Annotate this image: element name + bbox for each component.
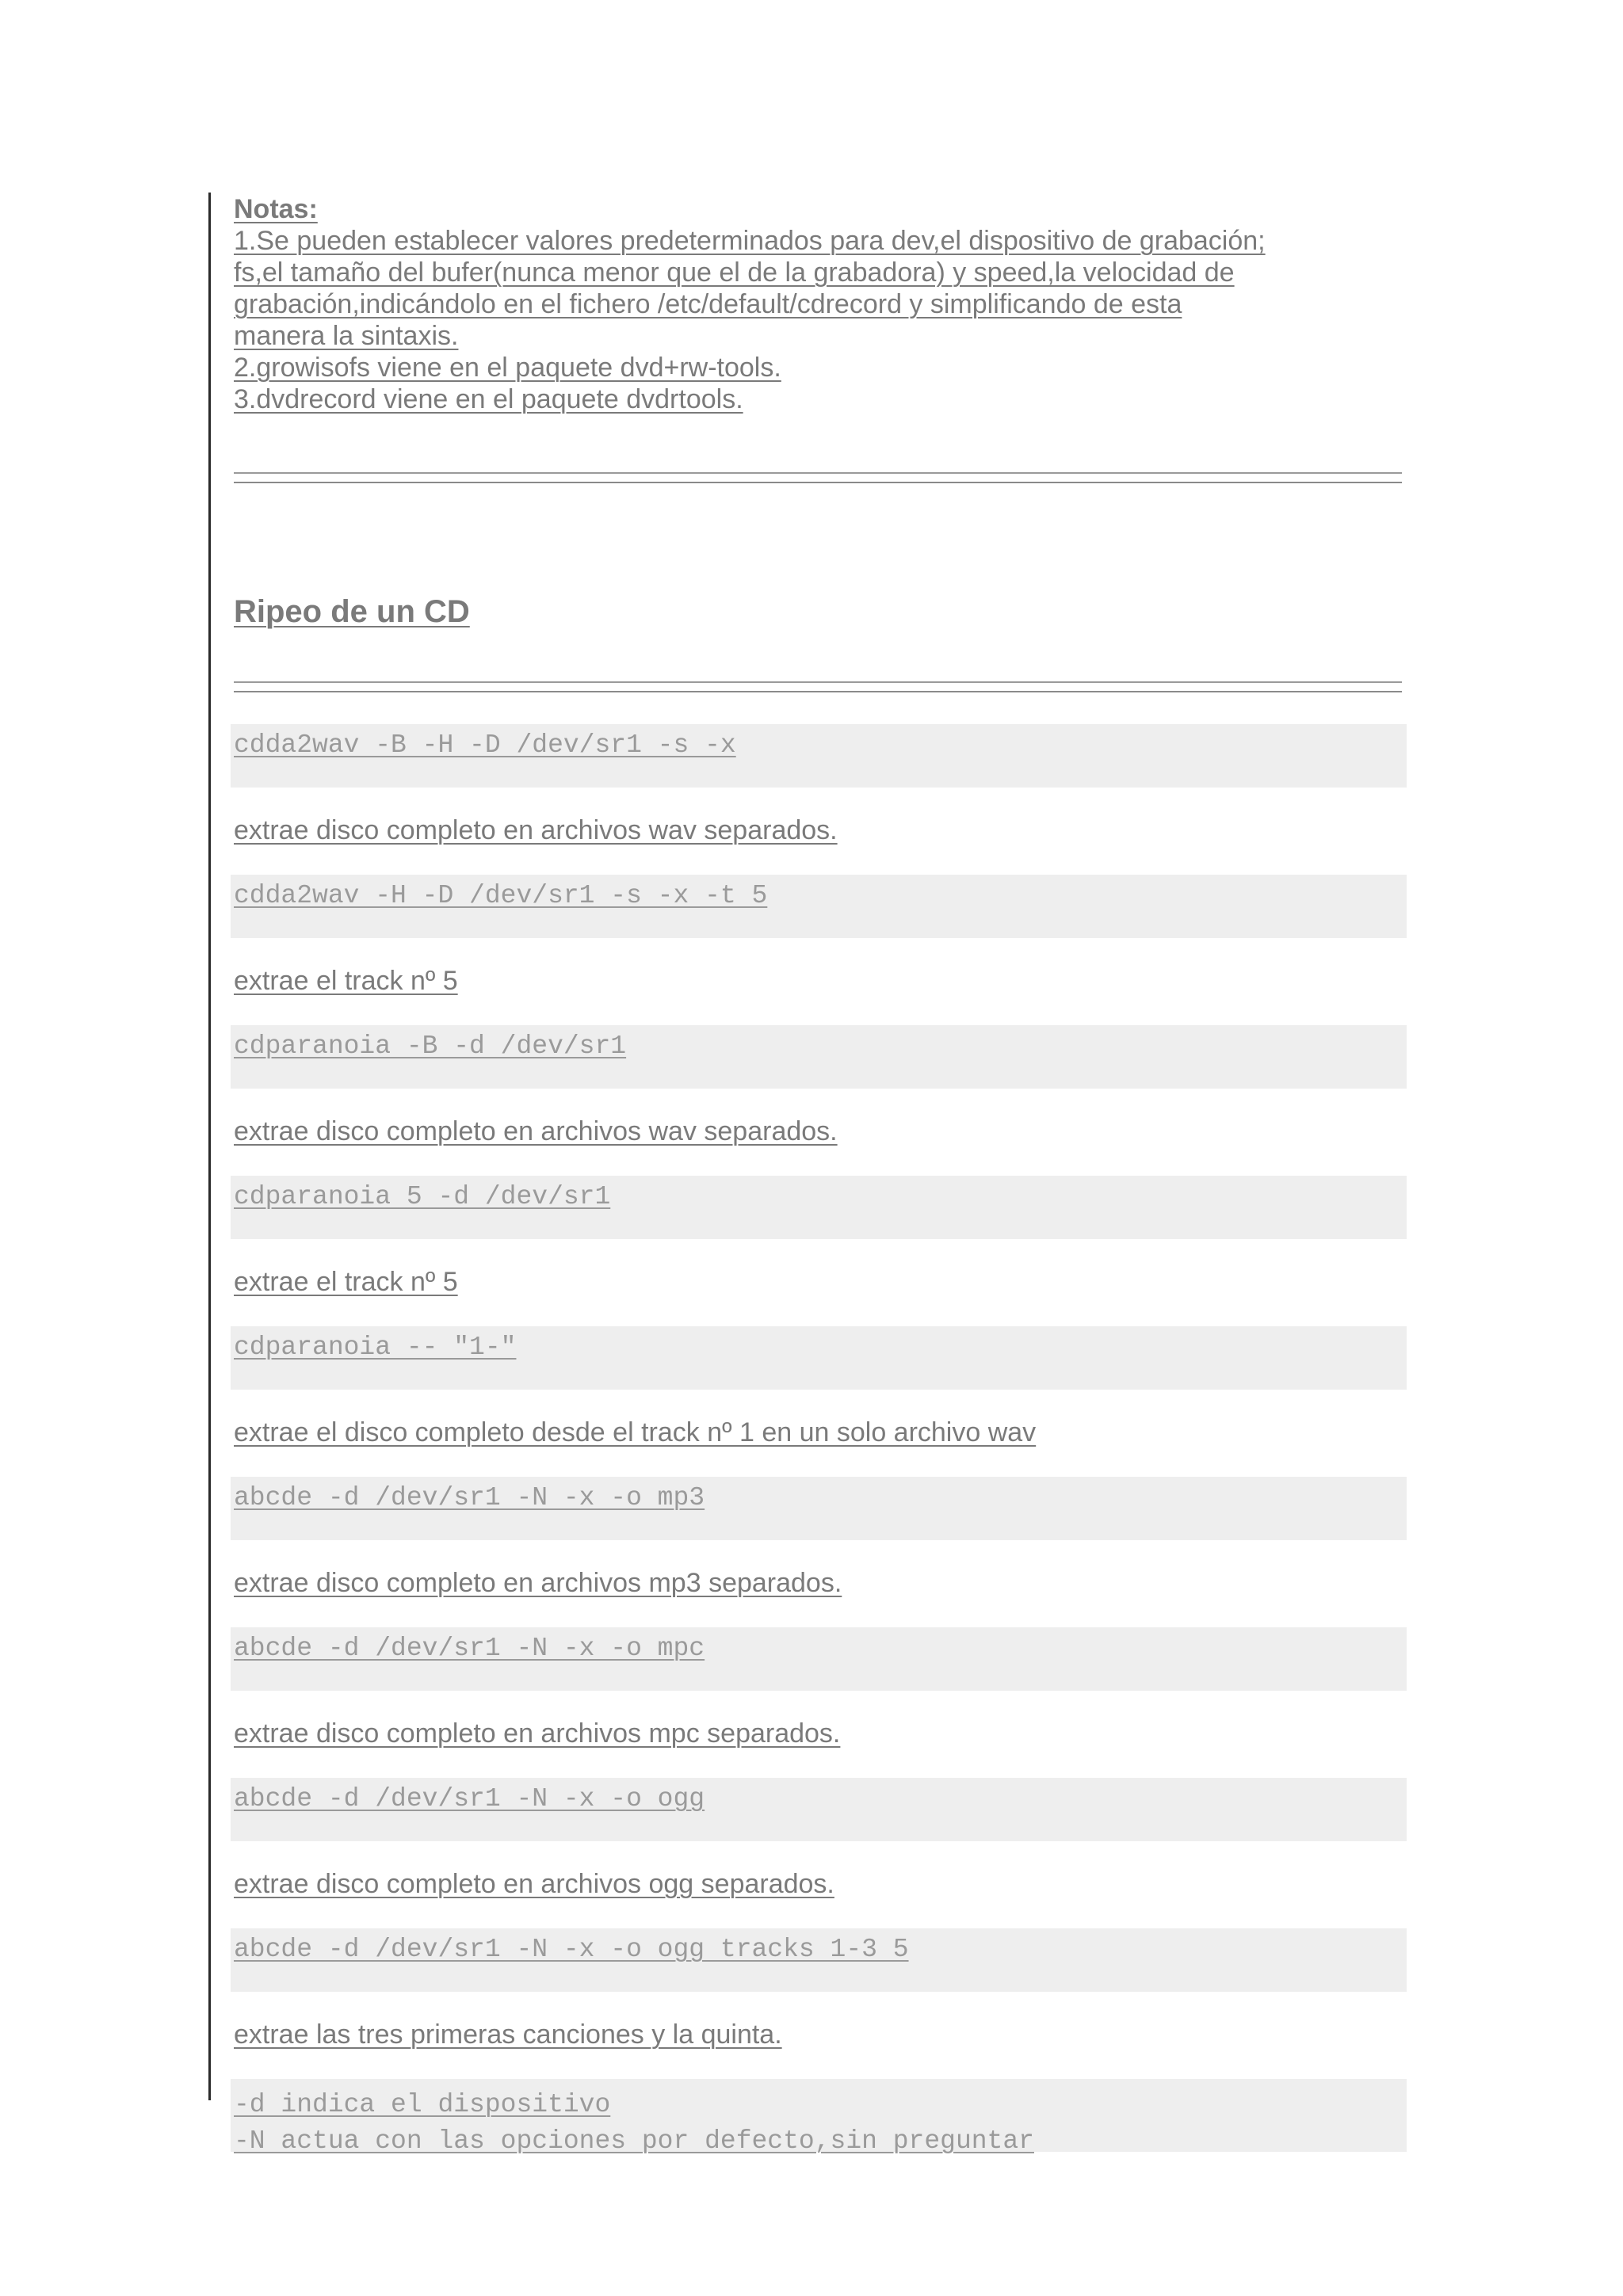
notes-line: manera la sintaxis. [234,321,459,351]
notes-line: fs,el tamaño del bufer(nunca menor que el de la grabadora) y speed,la velocidad de [234,257,1235,288]
notes-line: 1.Se pueden establecer valores predeterminados para dev,el dispositivo de grabación; [234,226,1266,256]
left-margin-rule [208,193,211,2100]
notes-line: 2.growisofs viene en el paquete dvd+rw-tools. [234,353,781,383]
code-text: abcde -d /dev/sr1 -N -x -o ogg [234,1784,705,1814]
notes-title: Notas: [234,194,318,224]
entry-description: extrae el disco completo desde el track nº 1 en un solo archivo wav [234,1417,1037,1447]
section-heading: Ripeo de un CD [234,594,470,629]
notes-line: grabación,indicándolo en el fichero /etc/default/cdrecord y simplificando de esta [234,289,1182,319]
code-text: abcde -d /dev/sr1 -N -x -o mpc [234,1634,705,1663]
code-block [231,1176,1407,1239]
entry-description: extrae disco completo en archivos wav separados. [234,1116,838,1146]
code-text: cdda2wav -B -H -D /dev/sr1 -s -x [234,730,736,760]
horizontal-rule [234,681,1402,692]
entry-description: extrae disco completo en archivos wav separados. [234,815,838,845]
code-text: abcde -d /dev/sr1 -N -x -o mp3 [234,1483,705,1512]
document-content [234,193,1407,2156]
entry-description: extrae disco completo en archivos mpc separados. [234,1718,841,1749]
horizontal-rule [234,472,1402,483]
entry-description: extrae disco completo en archivos mp3 separados. [234,1568,842,1598]
code-text: cdparanoia -- "1-" [234,1333,517,1362]
entry-description: extrae disco completo en archivos ogg separados. [234,1869,834,1899]
code-block [231,1627,1407,1691]
code-block [231,1928,1407,1992]
notes-line: 3.dvdrecord viene en el paquete dvdrtools. [234,384,743,414]
code-text: cdda2wav -H -D /dev/sr1 -s -x -t 5 [234,881,768,910]
code-block [231,724,1407,788]
code-block [231,1778,1407,1841]
options-code-block [231,2079,1407,2156]
option-line: -d indica el dispositivo [234,2090,611,2119]
entry-description: extrae el track nº 5 [234,1267,458,1297]
code-block [231,1477,1407,1540]
entries-list [234,724,1407,2156]
code-text: cdparanoia -B -d /dev/sr1 [234,1032,627,1061]
option-line: -N actua con las opciones por defecto,sin preguntar [234,2126,1034,2156]
entry-description: extrae las tres primeras canciones y la quinta. [234,2019,782,2050]
code-text: cdparanoia 5 -d /dev/sr1 [234,1182,611,1211]
code-block [231,875,1407,938]
code-block [231,1025,1407,1089]
notes-block [234,193,1407,415]
entry-description: extrae el track nº 5 [234,966,458,996]
code-block [231,1326,1407,1390]
code-text: abcde -d /dev/sr1 -N -x -o ogg tracks 1-3 5 [234,1935,909,1964]
